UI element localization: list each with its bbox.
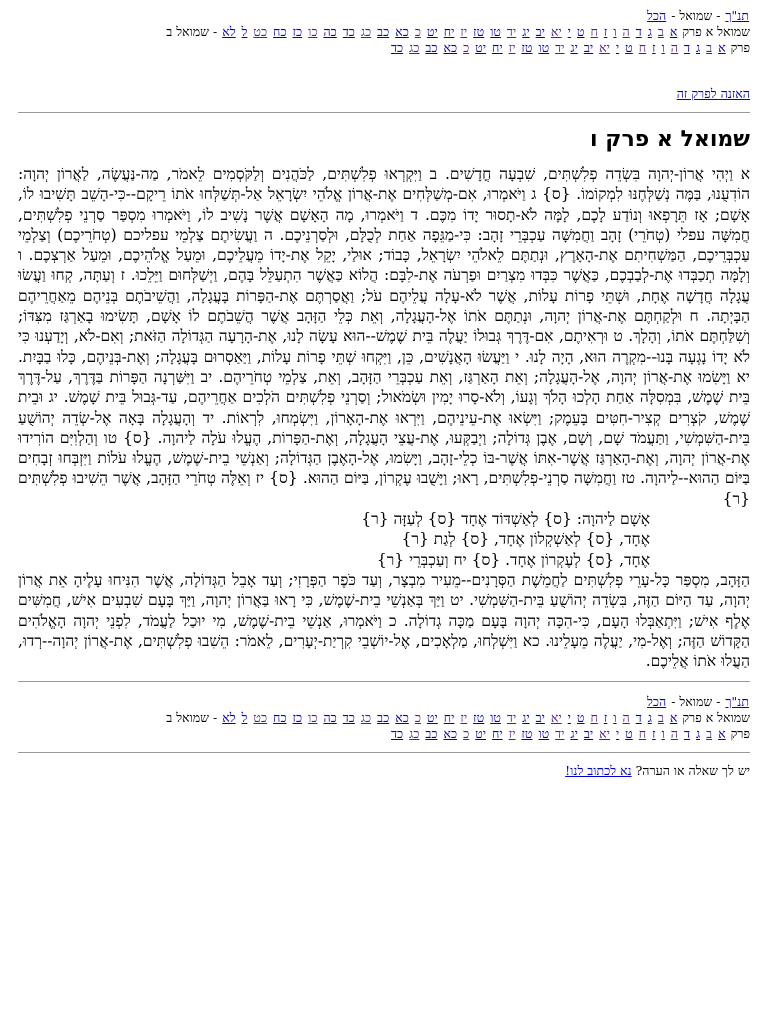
chapter-link-כח[interactable]: כח bbox=[273, 710, 287, 726]
chapter-link-כד[interactable]: כד bbox=[390, 726, 404, 742]
chapter-link-ד[interactable]: ד bbox=[683, 40, 690, 55]
nav-all-link[interactable]: הכל bbox=[647, 694, 667, 710]
chapter-link-ה[interactable]: ה bbox=[622, 710, 630, 726]
chapter-link-יב[interactable]: יב bbox=[535, 710, 545, 726]
chapter-link-כד[interactable]: כד bbox=[390, 40, 404, 55]
chapter-link-יב[interactable]: יב bbox=[535, 24, 545, 39]
contact-row bbox=[18, 763, 750, 779]
chapter-link-טז[interactable]: טז bbox=[473, 24, 485, 39]
chapter-link-ז[interactable]: ז bbox=[652, 40, 656, 55]
nav-book2-label: - שמואל ב bbox=[166, 710, 218, 726]
chapter-link-כז[interactable]: כז bbox=[292, 710, 303, 726]
nav-row-3 bbox=[18, 726, 750, 742]
chapter-link-כט[interactable]: כט bbox=[253, 710, 268, 726]
nav-separator: - bbox=[671, 694, 676, 710]
chapter-link-כא[interactable]: כא bbox=[395, 710, 409, 726]
chapter-link-ג[interactable]: ג bbox=[695, 40, 701, 55]
chapter-link-ח[interactable]: ח bbox=[638, 40, 647, 55]
chapter-link-ה[interactable]: ה bbox=[670, 40, 678, 55]
chapter-link-יט[interactable]: יט bbox=[475, 40, 486, 55]
chapter-link-ד[interactable]: ד bbox=[635, 24, 642, 39]
chapter-text bbox=[18, 164, 750, 671]
nav-book1-prefix: שמואל א פרק bbox=[682, 24, 750, 39]
chapter-link-טז[interactable]: טז bbox=[473, 710, 485, 726]
chapter-link-ט[interactable]: ט bbox=[576, 710, 585, 726]
chapter-links-book1 bbox=[217, 710, 678, 725]
chapter-link-כו[interactable]: כו bbox=[308, 710, 318, 726]
chapter-link-כט[interactable]: כט bbox=[253, 24, 268, 39]
chapter-link-ו[interactable]: ו bbox=[661, 40, 665, 55]
chapter-link-ד[interactable]: ד bbox=[683, 726, 690, 742]
chapter-link-כא[interactable]: כא bbox=[395, 24, 409, 39]
divider bbox=[18, 112, 750, 113]
chapter-link-יא[interactable]: יא bbox=[599, 726, 610, 742]
chapter-link-ב[interactable]: ב bbox=[657, 710, 664, 726]
chapter-link-יג[interactable]: יג bbox=[522, 24, 530, 39]
chapter-link-ב[interactable]: ב bbox=[706, 726, 713, 742]
top-nav bbox=[18, 8, 750, 56]
chapter-link-ז[interactable]: ז bbox=[603, 24, 608, 39]
chapter-link-כד[interactable]: כד bbox=[342, 710, 355, 726]
chapter-link-ט[interactable]: ט bbox=[576, 24, 585, 39]
chapter-link-יז[interactable]: יז bbox=[508, 726, 516, 742]
chapter-link-ו[interactable]: ו bbox=[613, 24, 617, 39]
chapter-link-כב[interactable]: כב bbox=[425, 726, 438, 742]
chapter-link-ד[interactable]: ד bbox=[635, 710, 642, 726]
page-title: שמואל א פרק ו bbox=[590, 127, 750, 152]
chapter-link-ל[interactable]: ל bbox=[241, 24, 248, 39]
chapter-link-יא[interactable]: יא bbox=[599, 40, 610, 55]
chapter-link-ז[interactable]: ז bbox=[652, 726, 656, 742]
divider bbox=[18, 752, 750, 753]
chapter-link-כב[interactable]: כב bbox=[377, 710, 390, 726]
chapter-link-כג[interactable]: כג bbox=[409, 40, 420, 55]
nav-all-link[interactable]: הכל bbox=[647, 8, 667, 23]
chapter-links-book2 bbox=[390, 726, 727, 741]
divider bbox=[18, 681, 750, 682]
text-paragraph-1: א וַיְהִי אֲרוֹן-יְהוָה בִּשְׂדֵה פְלִשְׁתִּים, שִׁבְעָה חֳדָשִׁים. ב וַיִּקְרְאוּ פְלִשְׁתִּים, לַכֹּהֲנִים וְלַקֹּסְמִים לֵאמֹר, מַה-נַּעֲשֶׂה, לַאֲרוֹן יְהוָה: הוֹדִעֻנוּ, בַּמֶּה נְשַׁלְּחֶנּוּ לִמְקוֹמוֹ. {ס} ג וַיֹּאמְרוּ, אִם-מְשַׁלְּחִים אֶת-אֲרוֹן אֱלֹהֵי יִשְׂרָאֵל אַל-תְּשַׁלְּחוּ אֹתוֹ רֵיקָם--כִּי-הָשֵׁב תָּשִׁיבוּ לוֹ, אָשָׁם; אָז תֵּרָפְאוּ וְנוֹדַע לָכֶם, לָמָּה לֹא-תָסוּר יָדוֹ מִכֶּם. ד וַיֹּאמְרוּ, מָה הָאָשָׁם אֲשֶׁר נָשִׁיב לוֹ, וַיֹּאמְרוּ מִסְפַּר סַרְנֵי פְלִשְׁתִּים, חֲמִשָּׁה עפלי (טְחֹרֵי) זָהָב וַחֲמִשָּׁה עַכְבְּרֵי זָהָב: כִּי-מַגֵּפָה אַחַת לְכֻלָּם, וּלְסַרְנֵיכֶם. ה וַעֲשִׂיתֶם צַלְמֵי עפליכם (טְחֹרֵיכֶם) וְצַלְמֵי עַכְבְּרֵיכֶם, הַמַּשְׁחִיתִם אֶת-הָאָרֶץ, וּנְתַתֶּם לֵאלֹהֵי יִשְׂרָאֵל, כָּבוֹד; אוּלַי, יָקֵל אֶת-יָדוֹ מֵעֲלֵיכֶם, וּמֵעַל אֱלֹהֵיכֶם, וּמֵעַל אַרְצְכֶם. ו וְלָמָּה תְכַבְּדוּ אֶת-לְבַבְכֶם, כַּאֲשֶׁר כִּבְּדוּ מִצְרַיִם וּפַרְעֹה אֶת-לִבָּם: הֲלוֹא כַּאֲשֶׁר הִתְעַלֵּל בָּהֶם, וַיְשַׁלְּחוּם וַיֵּלֵכוּ. ז וְעַתָּה, קְחוּ וַעֲשׂוּ עֲגָלָה חֲדָשָׁה אֶחָת, וּשְׁתֵּי פָרוֹת עָלוֹת, אֲשֶׁר לֹא-עָלָה עֲלֵיהֶם עֹל; וַאֲסַרְתֶּם אֶת-הַפָּרוֹת בָּעֲגָלָה, וַהֲשֵׁיבֹתֶם בְּנֵיהֶם מֵאַחֲרֵיהֶם הַבָּיְתָה. ח וּלְקַחְתֶּם אֶת-אֲרוֹן יְהוָה, וּנְתַתֶּם אֹתוֹ אֶל-הָעֲגָלָה, וְאֵת כְּלֵי הַזָּהָב אֲשֶׁר הֲשֵׁבֹתֶם לוֹ אָשָׁם, תָּשִׂימוּ בָאַרְגַּז מִצִּדּוֹ; וְשִׁלַּחְתֶּם אֹתוֹ, וְהָלָךְ. ט וּרְאִיתֶם, אִם-דֶּרֶךְ גְּבוּלוֹ יַעֲלֶה בֵּית שֶׁמֶשׁ--הוּא עָשָׂה לָנוּ, אֶת-הָרָעָה הַגְּדוֹלָה הַזֹּאת; וְאִם-לֹא, וְיָדַעְנוּ כִּי לֹא יָדוֹ נָגְעָה בָּנוּ--מִקְרֶה הוּא, הָיָה לָנוּ. י וַיַּעֲשׂוּ הָאֲנָשִׁים, כֵּן, וַיִּקְחוּ שְׁתֵּי פָרוֹת עָלוֹת, וַיַּאַסְרוּם בָּעֲגָלָה; וְאֶת-בְּנֵיהֶם, כָּלוּ בַבָּיִת. יא וַיָּשִׂמוּ אֶת-אֲרוֹן יְהוָה, אֶל-הָעֲגָלָה; וְאֵת הָאַרְגַּז, וְאֵת עַכְבְּרֵי הַזָּהָב, וְאֵת, צַלְמֵי טְחֹרֵיהֶם. יב וַיִּשַּׁרְנָה הַפָּרוֹת בַּדֶּרֶךְ, עַל-דֶּרֶךְ בֵּית שֶׁמֶשׁ, בִּמְסִלָּה אַחַת הָלְכוּ הָלֹךְ וְגָעוֹ, וְלֹא-סָרוּ יָמִין וּשְׂמֹאול; וְסַרְנֵי פְלִשְׁתִּים הֹלְכִים אַחֲרֵיהֶם, עַד-גְּבוּל בֵּית שָׁמֶשׁ. יג וּבֵית שֶׁמֶשׁ, קֹצְרִים קְצִיר-חִטִּים בָּעֵמֶק; וַיִּשְׂאוּ אֶת-עֵינֵיהֶם, וַיִּרְאוּ אֶת-הָאָרוֹן, וַיִּשְׂמְחוּ, לִרְאוֹת. יד וְהָעֲגָלָה בָּאָה אֶל-שְׂדֵה יְהוֹשֻׁעַ בֵּית-הַשִּׁמְשִׁי, וַתַּעֲמֹד שָׁם, וְשָׁם, אֶבֶן גְּדוֹלָה; וַיְבַקְּעוּ, אֶת-עֲצֵי הָעֲגָלָה, וְאֶת-הַפָּרוֹת, הֶעֱלוּ עֹלָה לַיהוָה. {ס} טו וְהַלְוִיִּם הוֹרִידוּ אֶת-אֲרוֹן יְהוָה, וְאֶת-הָאַרְגַּז אֲשֶׁר-אִתּוֹ אֲשֶׁר-בּוֹ כְלֵי-זָהָב, וַיָּשִׂמוּ, אֶל-הָאֶבֶן הַגְּדוֹלָה; וְאַנְשֵׁי בֵית-שֶׁמֶשׁ, הֶעֱלוּ עֹלוֹת וַיִּזְבְּחוּ זְבָחִים בַּיּוֹם הַהוּא--לַיהוָה. טז וַחֲמִשָּׁה סַרְנֵי-פְלִשְׁתִּים, רָאוּ; וַיָּשֻׁבוּ עֶקְרוֹן, בַּיּוֹם הַהוּא. {ס} יז וְאֵלֶּה טְחֹרֵי הַזָּהָב, אֲשֶׁר הֵשִׁיבוּ פְלִשְׁתִּים {ר} bbox=[18, 165, 750, 508]
chapter-link-י[interactable]: י bbox=[615, 726, 620, 742]
nav-tanakh-link[interactable]: תנ"ך bbox=[725, 8, 749, 23]
chapter-link-כא[interactable]: כא bbox=[443, 726, 458, 742]
chapter-link-יט[interactable]: יט bbox=[475, 726, 486, 742]
nav-book2-prefix: פרק bbox=[730, 40, 750, 55]
chapter-link-כג[interactable]: כג bbox=[409, 726, 420, 742]
nav-separator: - bbox=[671, 8, 676, 23]
chapter-link-ב[interactable]: ב bbox=[657, 24, 664, 39]
chapter-link-טז[interactable]: טז bbox=[521, 726, 533, 742]
chapter-link-יג[interactable]: יג bbox=[522, 710, 530, 726]
chapter-link-כד[interactable]: כד bbox=[342, 24, 355, 39]
chapter-link-כה[interactable]: כה bbox=[323, 710, 337, 726]
chapter-links-book1 bbox=[217, 24, 678, 39]
chapter-link-טו[interactable]: טו bbox=[490, 24, 501, 39]
chapter-link-א[interactable]: א bbox=[669, 24, 678, 39]
chapter-link-י[interactable]: י bbox=[567, 710, 571, 726]
chapter-link-יז[interactable]: יז bbox=[460, 710, 468, 726]
chapter-link-ז[interactable]: ז bbox=[603, 710, 608, 726]
nav-book2-prefix: פרק bbox=[730, 726, 750, 742]
chapter-link-ה[interactable]: ה bbox=[670, 726, 678, 742]
nav-book1-prefix: שמואל א פרק bbox=[682, 710, 750, 726]
chapter-link-יח[interactable]: יח bbox=[491, 40, 503, 55]
chapter-link-יד[interactable]: יד bbox=[555, 40, 565, 55]
chapter-link-כג[interactable]: כג bbox=[360, 24, 372, 39]
chapter-link-א[interactable]: א bbox=[718, 40, 726, 55]
audio-link-row bbox=[18, 86, 750, 102]
chapter-link-טו[interactable]: טו bbox=[538, 40, 550, 55]
chapter-link-יט[interactable]: יט bbox=[426, 710, 438, 726]
chapter-link-יב[interactable]: יב bbox=[583, 726, 594, 742]
chapter-link-ט[interactable]: ט bbox=[625, 40, 633, 55]
text-paragraph-2: הַזָּהָב, מִסְפַּר כָּל-עָרֵי פְלִשְׁתִּים לַחֲמֵשֶׁת הַסְּרָנִים--מֵעִיר מִבְצָר, וְעַד כֹּפֶר הַפְּרָזִי; וְעַד אָבֵל הַגְּדוֹלָה, אֲשֶׁר הִנִּיחוּ עָלֶיהָ אֵת אֲרוֹן יְהוָה, עַד הַיּוֹם הַזֶּה, בִּשְׂדֵה יְהוֹשֻׁעַ בֵּית-הַשִּׁמְשִׁי. יט וַיַּךְ בְּאַנְשֵׁי בֵית-שֶׁמֶשׁ, כִּי רָאוּ בַּאֲרוֹן יְהוָה, וַיַּךְ בָּעָם שִׁבְעִים אִישׁ, חֲמִשִּׁים אֶלֶף אִישׁ; וַיִּתְאַבְּלוּ הָעָם, כִּי-הִכָּה יְהוָה בָּעָם מַכָּה גְדוֹלָה. כ וַיֹּאמְרוּ, אַנְשֵׁי בֵית-שֶׁמֶשׁ, מִי יוּכַל לַעֲמֹד, לִפְנֵי יְהוָה הָאֱלֹהִים הַקָּדוֹשׁ הַזֶּה; וְאֶל-מִי, יַעֲלֶה מֵעָלֵינוּ. כא וַיִּשְׁלְחוּ, מַלְאָכִים, אֶל-יוֹשְׁבֵי קִרְיַת-יְעָרִים, לֵאמֹר: הֵשִׁבוּ פְלִשְׁתִּים, אֶת-אֲרוֹן יְהוָה--רְדוּ, הַעֲלוּ אֹתוֹ אֲלֵיכֶם. bbox=[18, 570, 750, 671]
chapter-link-כו[interactable]: כו bbox=[308, 24, 318, 39]
chapter-link-ל[interactable]: ל bbox=[241, 710, 248, 726]
chapter-link-כ[interactable]: כ bbox=[463, 40, 470, 55]
chapter-link-ג[interactable]: ג bbox=[647, 24, 652, 39]
contact-question: יש לך שאלה או הערה? bbox=[635, 763, 750, 779]
nav-book-label: שמואל bbox=[679, 694, 713, 710]
chapter-link-ח[interactable]: ח bbox=[590, 710, 598, 726]
nav-separator: - bbox=[716, 8, 721, 23]
nav-row-2 bbox=[18, 710, 750, 726]
chapter-link-י[interactable]: י bbox=[615, 40, 620, 55]
nav-row-1 bbox=[18, 694, 750, 710]
poem-line-2: אֶחָד, {ס} לְאַשְׁקְלוֹן אֶחָד, {ס} לְגַת {ר} bbox=[401, 530, 650, 549]
chapter-link-ו[interactable]: ו bbox=[661, 726, 665, 742]
chapter-link-טו[interactable]: טו bbox=[490, 710, 501, 726]
chapter-link-כח[interactable]: כח bbox=[273, 24, 287, 39]
chapter-link-יח[interactable]: יח bbox=[491, 726, 503, 742]
chapter-link-כג[interactable]: כג bbox=[360, 710, 372, 726]
chapter-link-יח[interactable]: יח bbox=[443, 24, 455, 39]
nav-row-3 bbox=[18, 40, 750, 56]
chapter-link-ב[interactable]: ב bbox=[706, 40, 713, 55]
chapter-link-יט[interactable]: יט bbox=[426, 24, 438, 39]
chapter-link-טז[interactable]: טז bbox=[521, 40, 533, 55]
chapter-link-ט[interactable]: ט bbox=[625, 726, 633, 742]
chapter-link-טו[interactable]: טו bbox=[538, 726, 550, 742]
chapter-link-לא[interactable]: לא bbox=[222, 24, 236, 39]
chapter-link-א[interactable]: א bbox=[718, 726, 726, 742]
chapter-link-כ[interactable]: כ bbox=[414, 710, 421, 726]
chapter-link-יד[interactable]: יד bbox=[555, 726, 565, 742]
chapter-link-כז[interactable]: כז bbox=[292, 24, 303, 39]
chapter-link-יד[interactable]: יד bbox=[506, 710, 517, 726]
nav-row-2 bbox=[18, 24, 750, 40]
nav-book-label: שמואל bbox=[679, 8, 713, 23]
nav-book2-label: - שמואל ב bbox=[166, 24, 218, 39]
chapter-link-ו[interactable]: ו bbox=[613, 710, 617, 726]
chapter-link-יג[interactable]: יג bbox=[570, 726, 578, 742]
chapter-link-כה[interactable]: כה bbox=[323, 24, 337, 39]
chapter-links-book2 bbox=[390, 40, 727, 55]
chapter-link-כב[interactable]: כב bbox=[377, 24, 390, 39]
chapter-link-יג[interactable]: יג bbox=[570, 40, 578, 55]
poem-line-3: אֶחָד, {ס} לְעֶקְרוֹן אֶחָד. {ס} יח וְעַכְבְּרֵי {ר} bbox=[376, 550, 650, 569]
chapter-link-יז[interactable]: יז bbox=[508, 40, 516, 55]
bottom-nav bbox=[18, 694, 750, 742]
chapter-link-ג[interactable]: ג bbox=[647, 710, 652, 726]
nav-separator: - bbox=[716, 694, 721, 710]
chapter-link-ה[interactable]: ה bbox=[622, 24, 630, 39]
chapter-link-כ[interactable]: כ bbox=[414, 24, 421, 39]
chapter-link-יח[interactable]: יח bbox=[443, 710, 455, 726]
chapter-link-לא[interactable]: לא bbox=[222, 710, 236, 726]
chapter-link-יד[interactable]: יד bbox=[506, 24, 517, 39]
chapter-link-כא[interactable]: כא bbox=[443, 40, 458, 55]
chapter-link-ג[interactable]: ג bbox=[695, 726, 701, 742]
chapter-link-כ[interactable]: כ bbox=[463, 726, 470, 742]
chapter-link-יא[interactable]: יא bbox=[550, 710, 562, 726]
chapter-link-י[interactable]: י bbox=[567, 24, 571, 39]
chapter-link-כב[interactable]: כב bbox=[425, 40, 438, 55]
audio-link[interactable]: האזנה לפרק זה bbox=[676, 86, 750, 101]
nav-row-1 bbox=[18, 8, 750, 24]
chapter-link-ח[interactable]: ח bbox=[638, 726, 647, 742]
chapter-link-יז[interactable]: יז bbox=[460, 24, 468, 39]
chapter-link-א[interactable]: א bbox=[669, 710, 678, 726]
poem-line-1: אָשָׁם לַיהוָה: {ס} לְאַשְׁדּוֹד אֶחָד {ס} לְעַזָּה {ר} bbox=[361, 510, 650, 529]
chapter-link-יב[interactable]: יב bbox=[583, 40, 594, 55]
nav-tanakh-link[interactable]: תנ"ך bbox=[725, 694, 749, 710]
contact-link[interactable]: נא לכתוב לנו! bbox=[565, 763, 632, 779]
chapter-link-ח[interactable]: ח bbox=[590, 24, 598, 39]
chapter-link-יא[interactable]: יא bbox=[550, 24, 562, 39]
